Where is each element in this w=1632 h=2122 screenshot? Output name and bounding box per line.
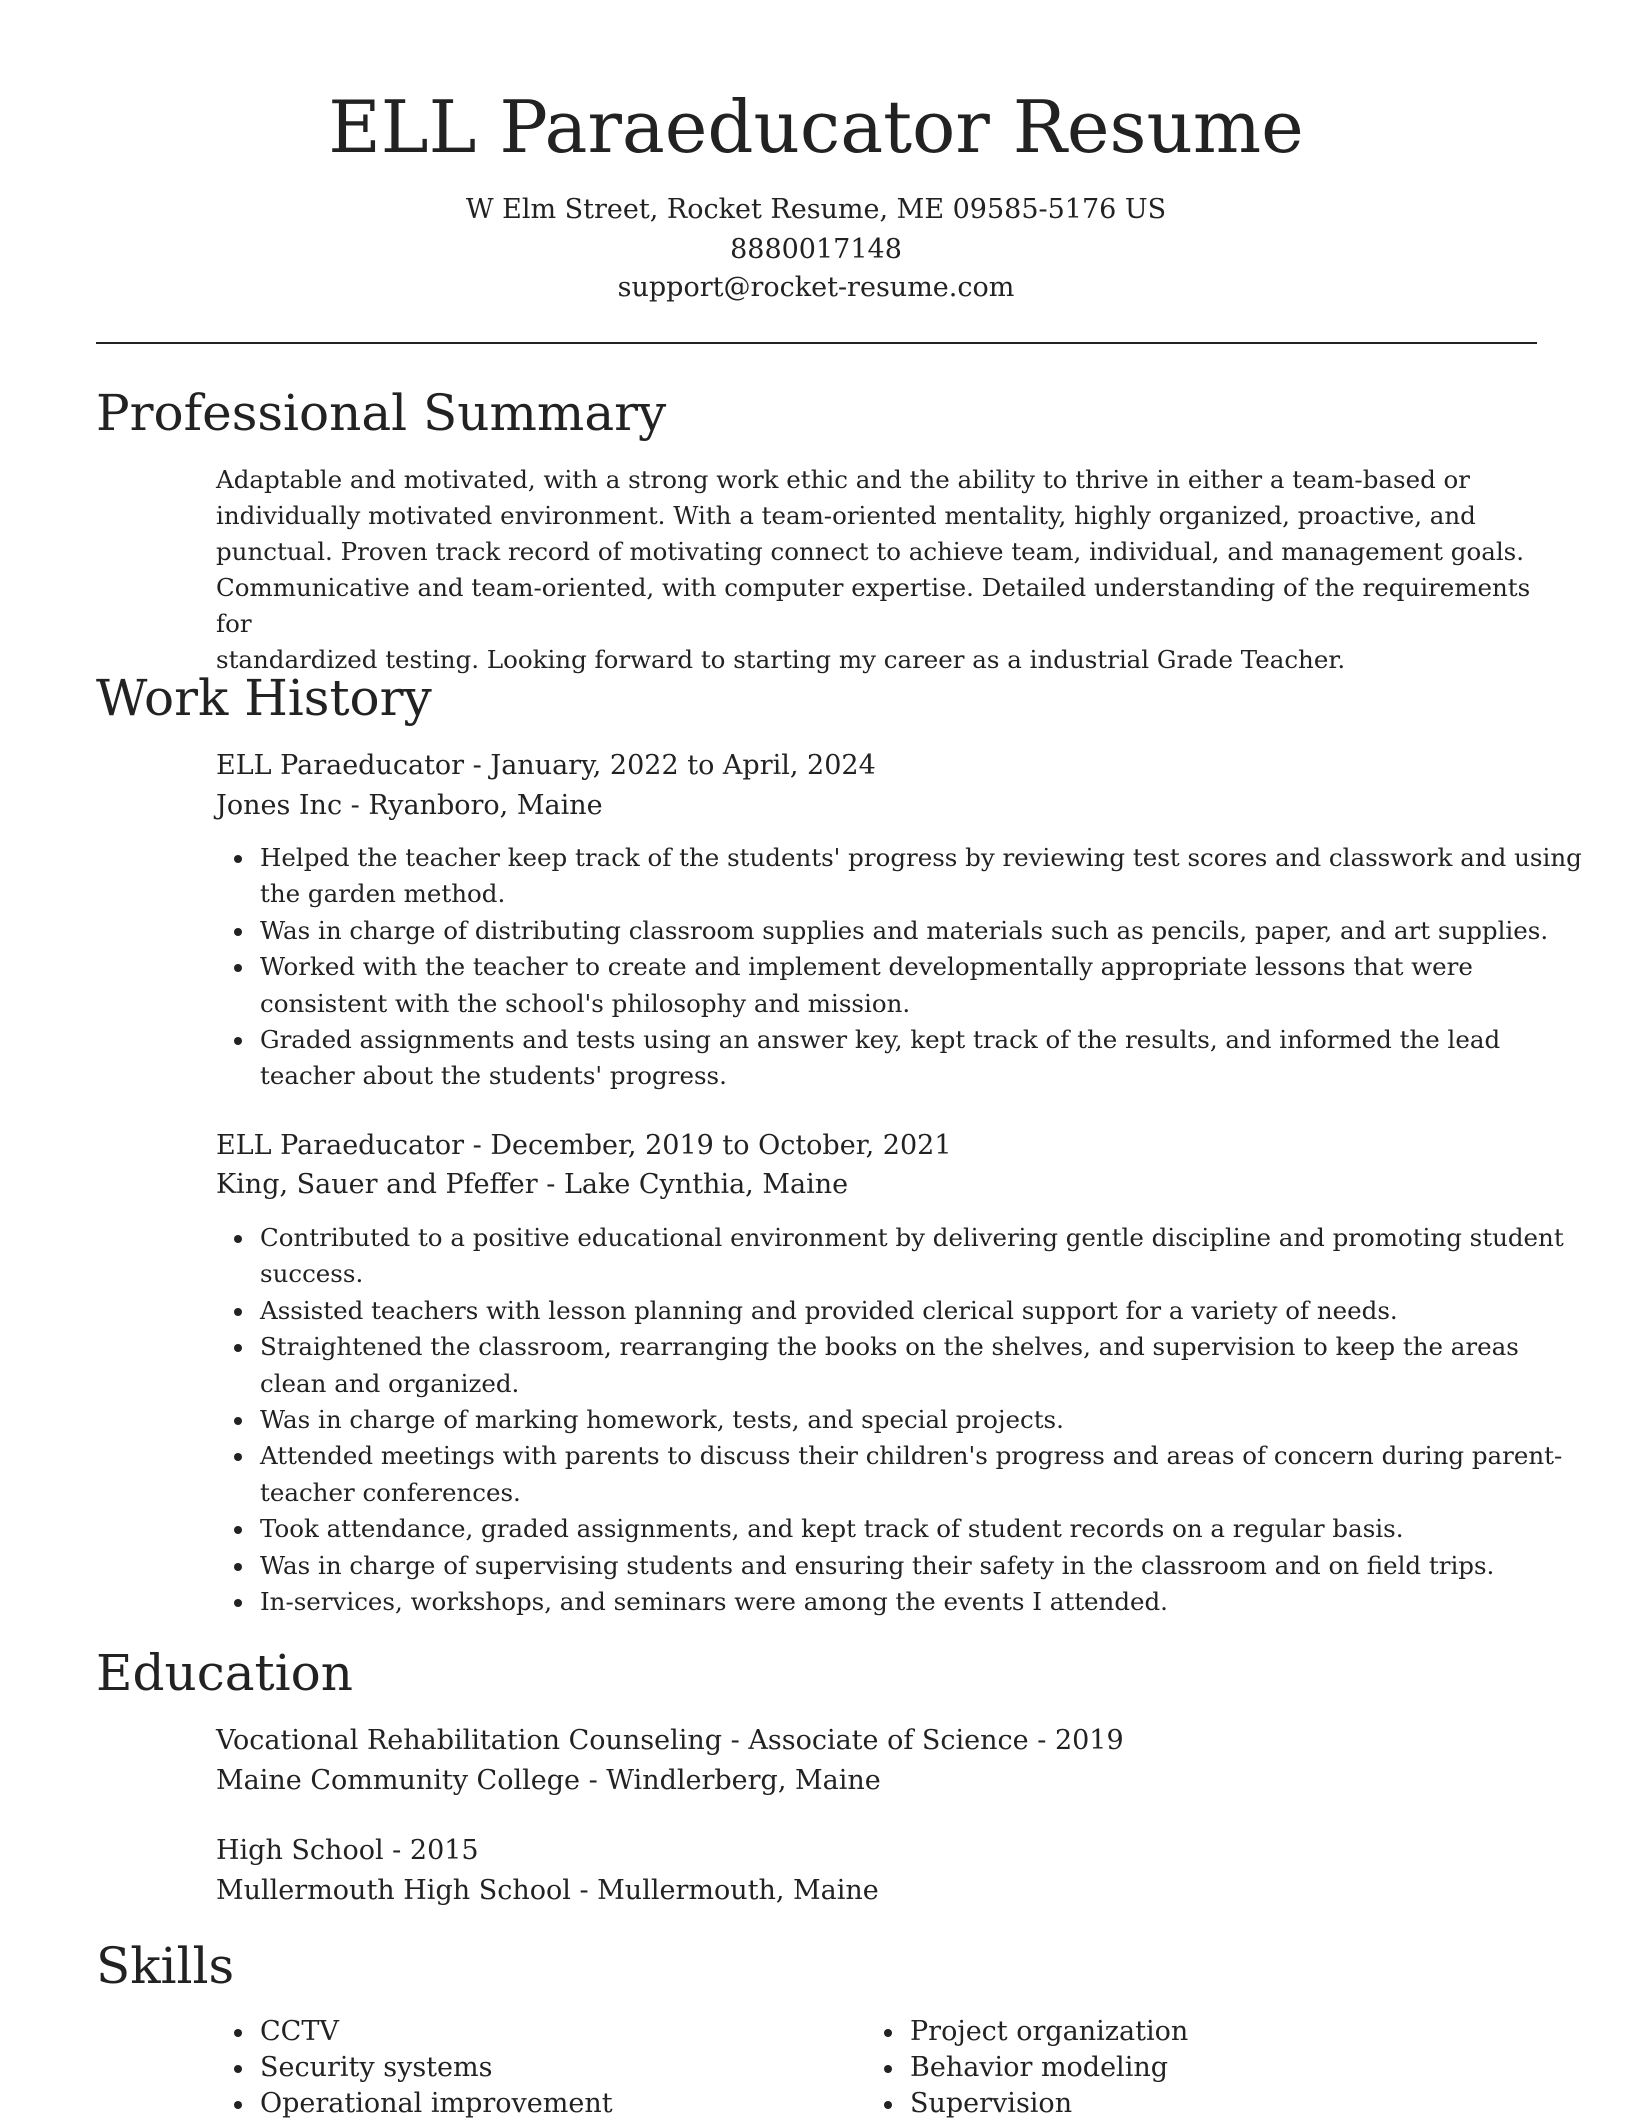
education-location: Windlerberg, Maine <box>606 1765 881 1796</box>
skills-list-left <box>216 2014 860 2122</box>
summary-heading: Professional Summary <box>96 384 667 442</box>
education-degree: High School <box>216 1835 384 1866</box>
summary-line: individually motivated environment. With a team-oriented mentality, highly organized, proactive, and <box>216 501 1476 530</box>
contact-address: W Elm Street, Rocket Resume, ME 09585-5176 US <box>465 194 1167 225</box>
job-bullet: Straightened the classroom, rearranging the books on the shelves, and supervision to keep the areas clean and organized. <box>260 1329 1585 1402</box>
separator: - <box>383 1835 410 1866</box>
education-location: Mullermouth, Maine <box>597 1875 879 1906</box>
education-school-line <box>216 1872 879 1910</box>
separator: - <box>537 1169 564 1200</box>
summary-line: punctual. Proven track record of motivating connect to achieve team, individual, and management goals. <box>216 537 1525 566</box>
job-title-line <box>216 1127 952 1165</box>
job-dates: December, 2019 to October, 2021 <box>490 1130 952 1161</box>
job-bullets <box>216 1220 1585 1620</box>
summary-line: standardized testing. Looking forward to starting my career as a industrial Grade Teacher. <box>216 645 1346 674</box>
separator: - <box>464 1130 491 1161</box>
skill-item: Operational improvement <box>260 2086 860 2122</box>
job-bullets <box>216 840 1585 1095</box>
job-bullet: Helped the teacher keep track of the students' progress by reviewing test scores and classwork and using the garden method. <box>260 840 1585 913</box>
job-location: Lake Cynthia, Maine <box>563 1169 849 1200</box>
separator: - <box>570 1875 598 1906</box>
education-heading: Education <box>96 1644 353 1702</box>
job-bullet: Was in charge of supervising students and ensuring their safety in the classroom and on field trips. <box>260 1548 1585 1584</box>
separator: - <box>579 1765 607 1796</box>
job-dates: January, 2022 to April, 2024 <box>490 750 876 781</box>
job-bullet: Assisted teachers with lesson planning and provided clerical support for a variety of needs. <box>260 1293 1585 1329</box>
job-bullet: Was in charge of marking homework, tests, and special projects. <box>260 1402 1585 1438</box>
education-degree-line <box>216 1722 1124 1760</box>
education-degree: Vocational Rehabilitation Counseling <box>216 1725 723 1756</box>
separator: - <box>342 790 369 821</box>
job-bullet: In-services, workshops, and seminars were among the events I attended. <box>260 1584 1585 1620</box>
skill-item: Project organization <box>910 2014 1510 2050</box>
job-bullet: Took attendance, graded assignments, and kept track of student records on a regular basis. <box>260 1511 1585 1547</box>
separator: - <box>722 1725 749 1756</box>
resume-title: ELL Paraeducator Resume <box>328 85 1304 169</box>
education-degree-line <box>216 1832 479 1870</box>
contact-email: support@rocket-resume.com <box>617 272 1015 303</box>
job-title-line <box>216 747 876 785</box>
skill-item: Behavior modeling <box>910 2050 1510 2086</box>
job-location: Ryanboro, Maine <box>368 790 603 821</box>
contact-phone: 8880017148 <box>730 234 902 265</box>
education-school: Mullermouth High School <box>216 1875 571 1906</box>
job-bullet: Attended meetings with parents to discuss their children's progress and areas of concern during parent-teacher conferences. <box>260 1438 1585 1511</box>
job-bullet: Was in charge of distributing classroom supplies and materials such as pencils, paper, and art supplies. <box>260 913 1585 949</box>
job-bullet: Contributed to a positive educational environment by delivering gentle discipline and promoting student success. <box>260 1220 1585 1293</box>
job-bullet: Graded assignments and tests using an answer key, kept track of the results, and informed the lead teacher about the students' progress. <box>260 1022 1585 1095</box>
job-company-line <box>216 1166 848 1204</box>
education-school-line <box>216 1762 881 1800</box>
skill-item: CCTV <box>260 2014 860 2050</box>
separator: - <box>1028 1725 1055 1756</box>
skills-heading: Skills <box>96 1937 235 1995</box>
job-title: ELL Paraeducator <box>216 1130 465 1161</box>
job-company: Jones Inc <box>216 790 343 821</box>
job-company: King, Sauer and Pfeffer <box>216 1169 538 1200</box>
summary-line: Communicative and team-oriented, with computer expertise. Detailed understanding of the requirements for <box>216 573 1531 638</box>
job-company-line <box>216 787 603 825</box>
education-level: Associate of Science <box>748 1725 1029 1756</box>
separator: - <box>464 750 491 781</box>
skill-item: Security systems <box>260 2050 860 2086</box>
education-school: Maine Community College <box>216 1765 580 1796</box>
summary-paragraph <box>216 462 1536 678</box>
education-year: 2019 <box>1054 1725 1124 1756</box>
skill-item: Supervision <box>910 2086 1510 2122</box>
education-year: 2015 <box>409 1835 479 1866</box>
work-heading: Work History <box>96 669 432 727</box>
summary-line: Adaptable and motivated, with a strong work ethic and the ability to thrive in either a team-based or <box>216 465 1471 494</box>
header-divider <box>96 342 1537 344</box>
job-title: ELL Paraeducator <box>216 750 465 781</box>
skills-list-right <box>866 2014 1510 2122</box>
job-bullet: Worked with the teacher to create and implement developmentally appropriate lessons that were consistent with the school's philosophy and mission. <box>260 949 1585 1022</box>
